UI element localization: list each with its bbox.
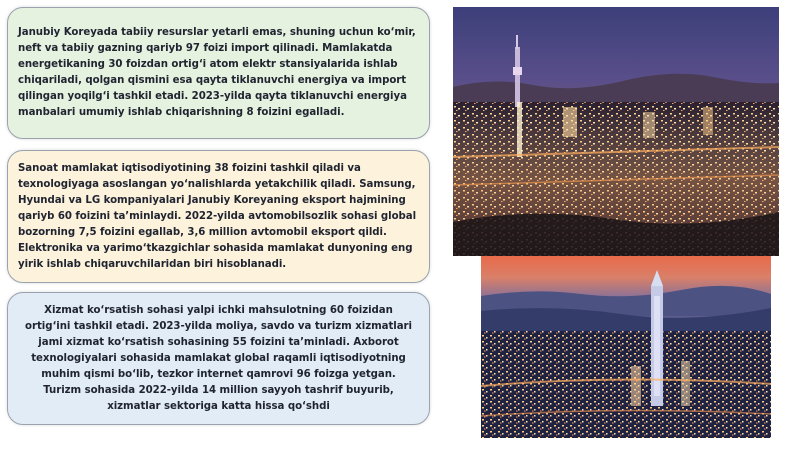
services-text-card (7, 292, 430, 425)
energy-paragraph: Janubiy Koreyada tabiiy resurslar yetarli emas, shuning uchun ko‘mir, neft va tabiiy gazning qariyb 97 foizi import qilinadi. Mamlakatda energetikaning 30 foizdan ortig‘i atom elektr stansiyalarida ishlab chiqariladi, qolgan qismini esa qayta tiklanuvchi energiya va import qilingan yoqilg‘i tashkil etadi. 2023-yilda qayta tiklanuvchi energiya manbalari umumiy ishlab chiqarishning 8 foizini egalladi. (18, 27, 416, 118)
energy-text-card (7, 7, 430, 139)
industry-paragraph: Sanoat mamlakat iqtisodiyotining 38 foizini tashkil qiladi va texnologiyaga asoslangan yo‘nalishlarda yetakchilik qiladi. Samsung, Hyundai va LG kompaniyalari Janubiy Koreyaning eksport hajmining qariyb 60 foizini ta’minlaydi. 2022-yilda avtomobilsozlik sohasi global bozorning 7,5 foizini egallab, 3,6 million avtomobil eksport qildi. Elektronika va yarimo‘tkazgichlar sohasida mamlakat dunyoning eng yirik ishlab chiqaruvchilaridan biri hisoblanadi. (18, 162, 417, 270)
city-night-photo-top (453, 7, 779, 256)
city-dusk-photo-bottom (481, 256, 771, 438)
services-paragraph: Xizmat ko‘rsatish sohasi yalpi ichki mahsulotning 60 foizidan ortig‘ini tashkil etadi. 2023-yilda moliya, savdo va turizm xizmatlari jami xizmat ko‘rsatish sohasining 55 foizini ta’minladi. Axborot texnologiyalari sohasida mamlakat global raqamli iqtisodiyotning muhim qismi bo‘lib, tezkor internet qamrovi 96 foizga yetgan. Turizm sohasida 2022-yilda 14 million sayyoh tashrif buyurib, xizmatlar sektoriga katta hissa qo‘shdi (25, 304, 412, 412)
industry-text-card (7, 150, 430, 283)
